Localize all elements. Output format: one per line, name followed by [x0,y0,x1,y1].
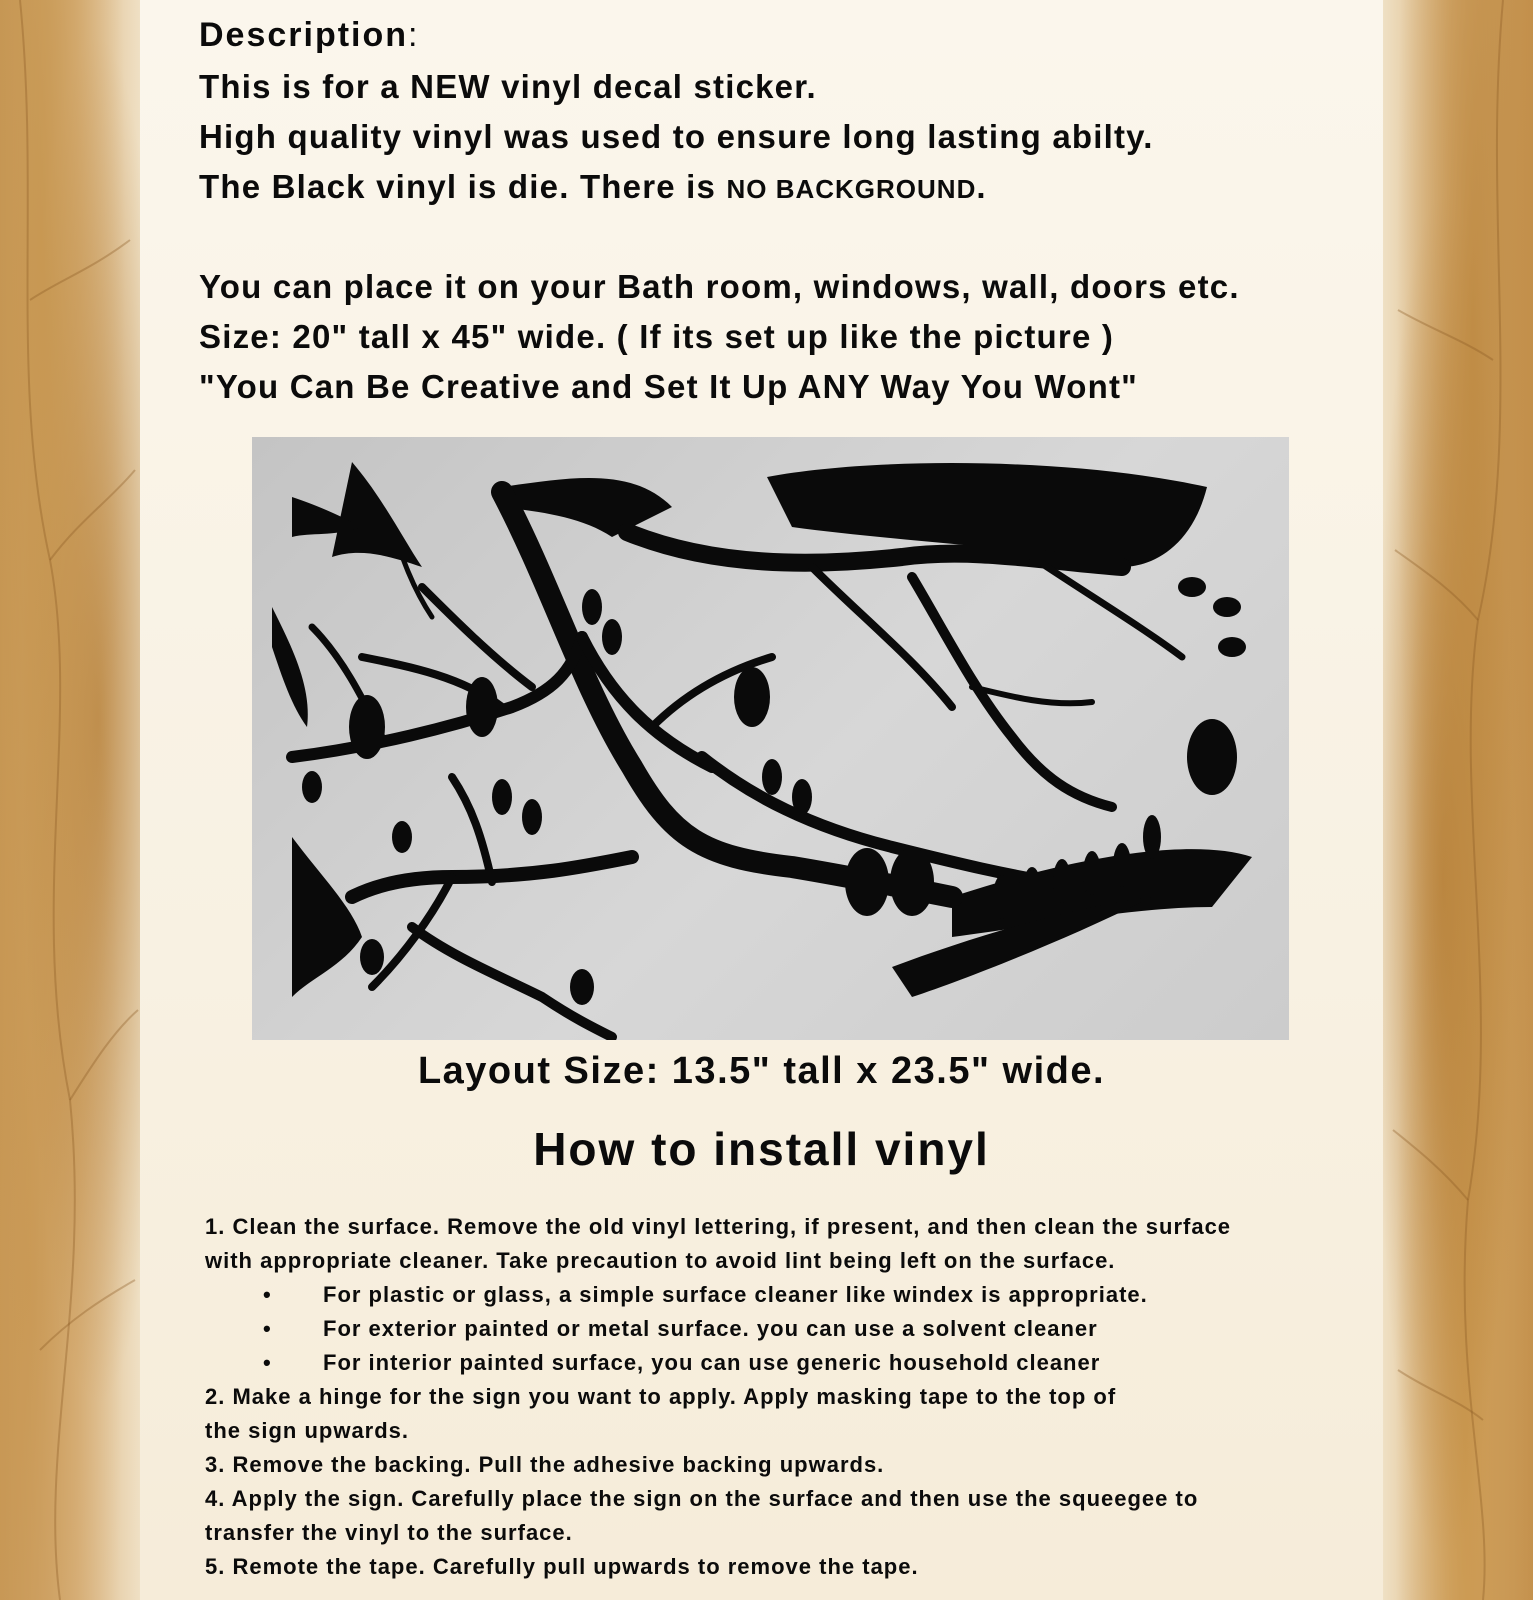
bullet-text: For interior painted surface, you can use generic household cleaner [323,1350,1101,1375]
step-1-line-1: 1. Clean the surface. Remove the old vinyl lettering, if present, and then clean the surface [205,1214,1232,1239]
no-background-emphasis: NO BACKGROUND [726,174,977,204]
decorative-border-left [0,0,140,1600]
step-3: 3. Remove the backing. Pull the adhesive backing upwards. [205,1452,885,1477]
bullet-dot-icon: • [263,1282,272,1307]
step-4-line-1: 4. Apply the sign. Carefully place the sign on the surface and then use the squeegee to [205,1486,1199,1511]
install-title: How to install vinyl [533,1123,990,1175]
tree-branch-birds-decal-icon [252,437,1289,1040]
branch-pattern-right-icon [1383,0,1533,1600]
bullet-text: For exterior painted or metal surface. you can use a solvent cleaner [323,1316,1098,1341]
decorative-border-right [1383,0,1533,1600]
install-steps [205,1210,1231,1584]
size-text: Size: 20" tall x 45" wide. ( If its set up like the picture ) [199,318,1115,355]
layout-size-text: Layout Size: 13.5" tall x 23.5" wide. [417,1050,1106,1092]
step-2-line-2: the sign upwards. [205,1418,410,1443]
description-line-2: High quality vinyl was used to ensure long lasting abilty. [199,118,1154,155]
step-2-line-1: 2. Make a hinge for the sign you want to apply. Apply masking tape to the top of [205,1384,1117,1409]
bullet-text: For plastic or glass, a simple surface cleaner like windex is appropriate. [323,1282,1148,1307]
description-heading-label: Description [199,16,409,54]
description-line-1: This is for a NEW vinyl decal sticker. [199,68,817,105]
step-1-line-2: with appropriate cleaner. Take precaution to avoid lint being left on the surface. [205,1248,1116,1273]
description-line-3 [199,162,987,214]
bullet-item [205,1278,1231,1312]
creative-text: "You Can Be Creative and Set It Up ANY Way You Wont" [199,368,1138,405]
decal-preview-image [252,437,1289,1040]
bullet-item [205,1346,1231,1380]
bullet-dot-icon: • [263,1316,272,1341]
branch-pattern-left-icon [0,0,140,1600]
description-line-3-prefix: The Black vinyl is die. There is [199,168,727,205]
description-heading-colon: : [408,16,420,54]
bullet-item [205,1312,1231,1346]
description-heading [199,16,420,55]
description-line-3-suffix: . [976,168,987,205]
bullet-dot-icon: • [263,1350,272,1375]
step-5: 5. Remote the tape. Carefully pull upwards to remove the tape. [205,1554,919,1579]
placement-text: You can place it on your Bath room, windows, wall, doors etc. [199,268,1240,305]
step-4-line-2: transfer the vinyl to the surface. [205,1520,573,1545]
